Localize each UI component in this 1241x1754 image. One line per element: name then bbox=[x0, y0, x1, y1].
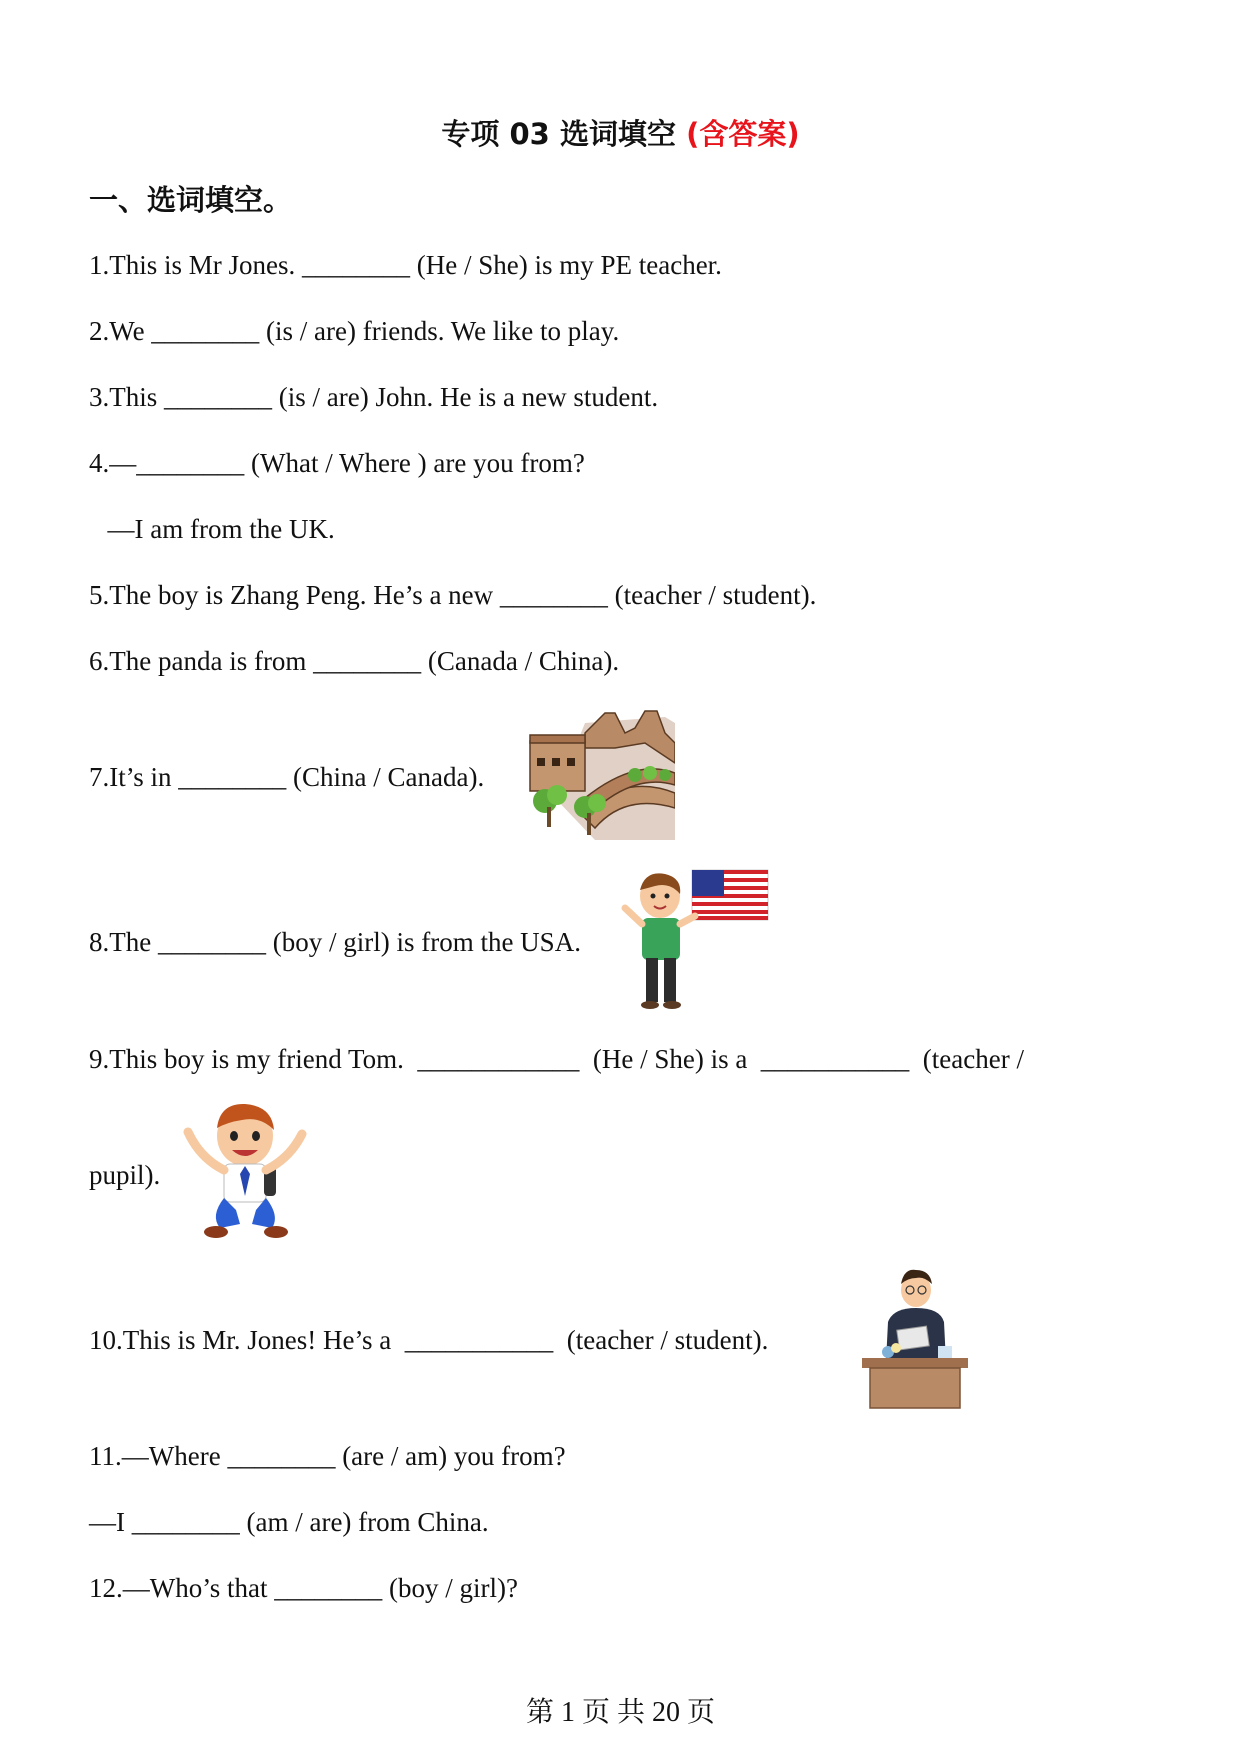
jumping-boy-illustration bbox=[180, 1098, 310, 1243]
question-6: 6.The panda is from ________ (Canada / China). bbox=[89, 646, 620, 676]
page-title bbox=[0, 112, 1241, 153]
section-heading: 一、选词填空。 bbox=[89, 183, 293, 217]
question-9: 9.This boy is my friend Tom. ____________ (He / She) is a ___________ (teacher / bbox=[89, 1044, 1024, 1074]
question-4-answer: —I am from the UK. bbox=[94, 514, 335, 544]
title-main: 专项 03 选词填空 bbox=[441, 117, 687, 151]
teacher-at-desk-illustration bbox=[858, 1262, 972, 1410]
question-8: 8.The ________ (boy / girl) is from the USA. bbox=[89, 927, 581, 957]
question-10: 10.This is Mr. Jones! He’s a ___________ (teacher / student). bbox=[89, 1325, 769, 1355]
question-5: 5.The boy is Zhang Peng. He’s a new ________ (teacher / student). bbox=[89, 580, 817, 610]
page-footer: 第 1 页 共 20 页 bbox=[525, 1697, 715, 1728]
question-3: 3.This ________ (is / are) John. He is a new student. bbox=[89, 382, 659, 412]
question-1: 1.This is Mr Jones. ________ (He / She) is my PE teacher. bbox=[89, 250, 722, 280]
great-wall-illustration bbox=[525, 703, 675, 840]
boy-with-usa-flag-illustration bbox=[620, 868, 770, 1010]
question-9-cont: pupil). bbox=[89, 1160, 161, 1190]
question-4: 4.—________ (What / Where ) are you from? bbox=[89, 448, 585, 478]
question-12: 12.—Who’s that ________ (boy / girl)? bbox=[89, 1573, 518, 1603]
question-2: 2.We ________ (is / are) friends. We like to play. bbox=[89, 316, 620, 346]
usa-flag-icon bbox=[692, 870, 768, 920]
question-11-answer: —I ________ (am / are) from China. bbox=[89, 1507, 489, 1537]
question-11: 11.—Where ________ (are / am) you from? bbox=[89, 1441, 566, 1471]
question-7: 7.It’s in ________ (China / Canada). bbox=[89, 762, 485, 792]
title-answer-note: (含答案) bbox=[686, 117, 800, 151]
